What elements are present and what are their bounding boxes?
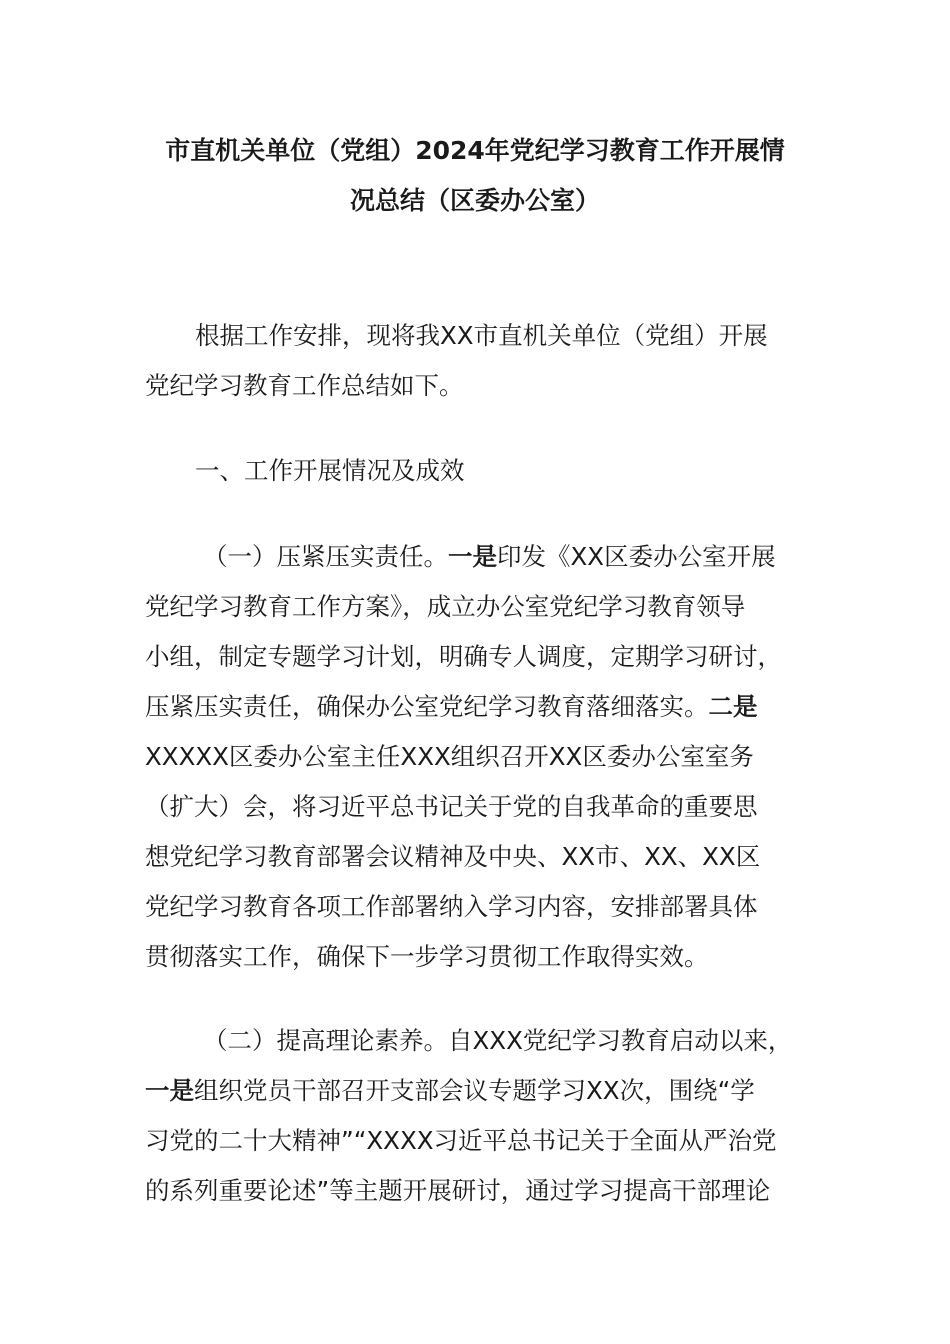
para1-line-2: 党纪学习教育工作方案》，成立办公室党纪学习教育领导: [145, 592, 746, 621]
title-line-2: 况总结（区委办公室）: [349, 186, 600, 215]
para1-bold-second: 二是: [708, 692, 758, 721]
intro-line-2: 党纪学习教育工作总结如下。: [145, 371, 464, 400]
para1-line-8: 党纪学习教育各项工作部署纳入学习内容，安排部署具体: [145, 892, 758, 921]
title-line-1: 市直机关单位（党组）2024年党纪学习教育工作开展情: [165, 136, 785, 165]
para2-line-2-b: 组织党员干部召开支部会议专题学习XX次，围绕“学: [194, 1076, 755, 1105]
section-heading-text: 一、工作开展情况及成效: [195, 456, 465, 485]
para1-bold-first: 一是: [448, 542, 497, 571]
paragraph-theory: [145, 1016, 815, 1216]
section-heading-1: [145, 446, 815, 496]
para1-line-5: XXXXX区委办公室主任XXX组织召开XX区委办公室室务: [145, 742, 754, 771]
para2-line-2: [145, 1066, 815, 1116]
para1-line-4: [145, 682, 815, 732]
para1-line-7: 想党纪学习教育部署会议精神及中央、XX市、XX、XX区: [145, 842, 761, 871]
paragraph-responsibility: [145, 532, 815, 982]
para2-bold-first: 一是: [145, 1076, 194, 1105]
document-title: [145, 126, 805, 226]
para1-line-6: （扩大）会，将习近平总书记关于党的自我革命的重要思: [145, 792, 758, 821]
intro-paragraph: [145, 311, 815, 411]
para1-line-3: 小组，制定专题学习计划，明确专人调度，定期学习研讨，: [145, 642, 782, 671]
para1-line-1-a: （一）压紧压实责任。: [203, 542, 448, 571]
para2-line-4: 的系列重要论述”等主题开展研讨，通过学习提高干部理论: [145, 1176, 771, 1205]
para2-line-3: 习党的二十大精神”“XXXX习近平总书记关于全面从严治党: [145, 1126, 777, 1155]
para1-line-9: 贯彻落实工作，确保下一步学习贯彻工作取得实效。: [145, 942, 709, 971]
para2-line-1: （二）提高理论素养。自XXX党纪学习教育启动以来，: [203, 1026, 793, 1055]
para1-line-1-b: 印发《XX区委办公室开展: [497, 542, 776, 571]
intro-line-1: 根据工作安排，现将我XX市直机关单位（党组）开展: [195, 321, 768, 350]
para1-line-1: [145, 532, 815, 582]
para1-line-4-a: 压紧压实责任，确保办公室党纪学习教育落细落实。: [145, 692, 709, 721]
